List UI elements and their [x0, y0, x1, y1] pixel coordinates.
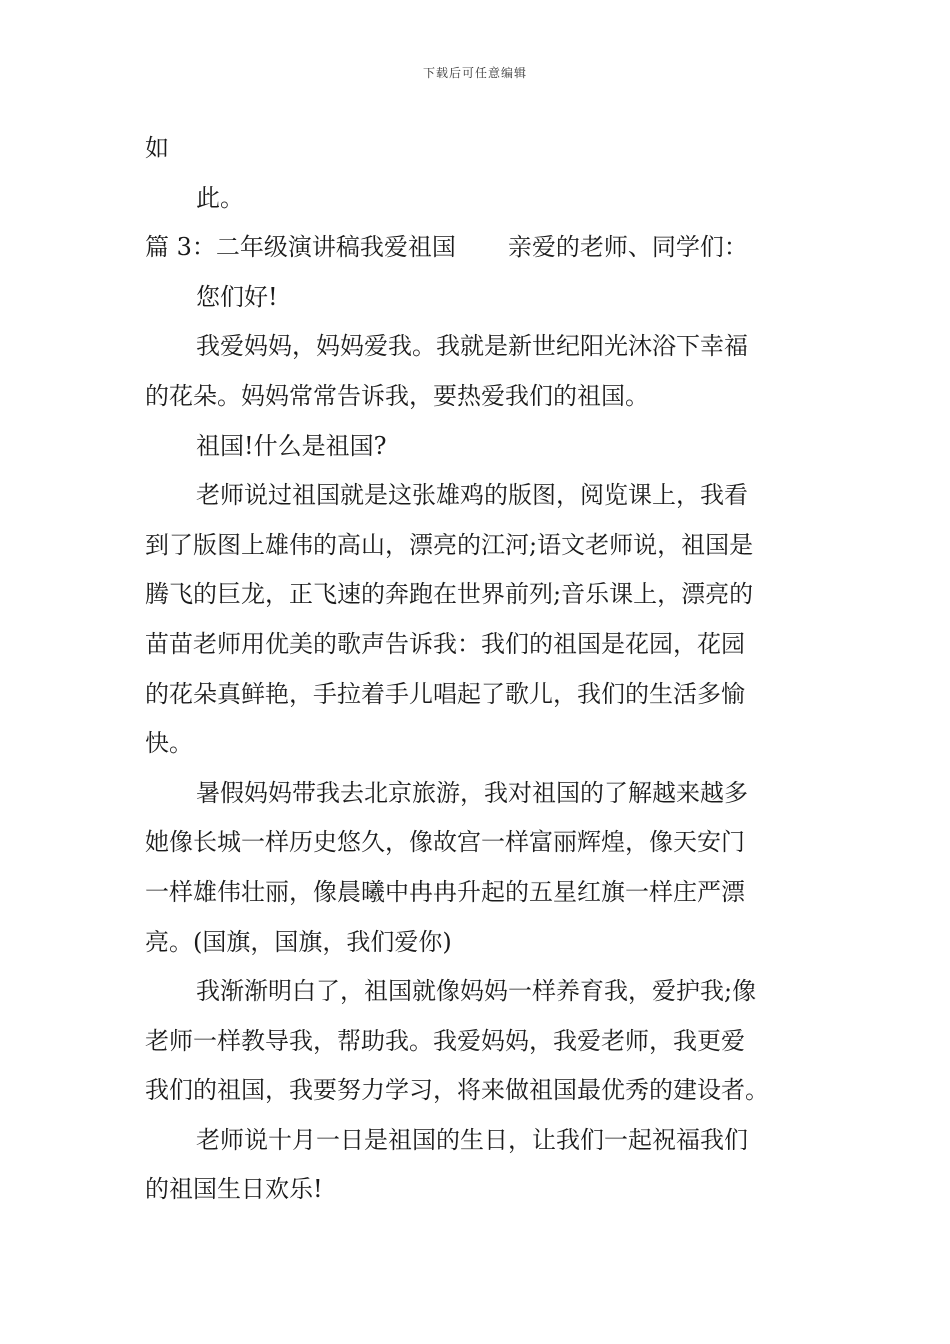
salutation: 亲爱的老师、同学们：: [507, 233, 748, 262]
document-body: [145, 124, 805, 1215]
text-line: 苗苗老师用优美的歌声告诉我：我们的祖国是花园，花园: [145, 629, 745, 658]
text-line: 的花朵真鲜艳，手拉着手儿唱起了歌儿，我们的生活多愉: [145, 679, 745, 708]
text-line: 到了版图上雄伟的高山，漂亮的江河;语文老师说，祖国是: [145, 530, 754, 559]
text-line: 此。: [196, 183, 244, 212]
text-line: 祖国!什么是祖国?: [196, 431, 387, 460]
text-line: 老师一样教导我，帮助我。我爱妈妈，我爱老师，我更爱: [145, 1026, 745, 1055]
text-line: 快。: [145, 729, 193, 758]
text-line: 的花朵。妈妈常常告诉我，要热爱我们的祖国。: [145, 381, 649, 410]
page-header: 下载后可任意编辑: [422, 66, 527, 80]
text-line: 她像长城一样历史悠久，像故宫一样富丽辉煌，像天安门: [145, 828, 745, 857]
text-line: 一样雄伟壮丽，像晨曦中冉冉升起的五星红旗一样庄严漂: [145, 877, 745, 906]
text-line: 我渐渐明白了，祖国就像妈妈一样养育我，爱护我;像: [196, 977, 757, 1006]
text-line: 老师说过祖国就是这张雄鸡的版图，阅览课上，我看: [196, 481, 748, 510]
text-line: 我爱妈妈，妈妈爱我。我就是新世纪阳光沐浴下幸福: [196, 332, 748, 361]
text-line: 如: [145, 134, 169, 162]
text-line: 暑假妈妈带我去北京旅游，我对祖国的了解越来越多: [196, 778, 748, 807]
section-heading-line: [145, 223, 805, 273]
text-line: 腾飞的巨龙，正飞速的奔跑在世界前列;音乐课上，漂亮的: [145, 580, 754, 609]
section-title: 篇 3：二年级演讲稿我爱祖国: [145, 233, 456, 262]
text-line: 的祖国生日欢乐!: [145, 1175, 323, 1204]
text-line: 您们好!: [196, 282, 278, 311]
text-line: 我们的祖国，我要努力学习，将来做祖国最优秀的建设者。: [145, 1076, 769, 1105]
text-line: 老师说十月一日是祖国的生日，让我们一起祝福我们: [196, 1125, 748, 1154]
text-line: 亮。(国旗，国旗，我们爱你): [145, 927, 452, 956]
